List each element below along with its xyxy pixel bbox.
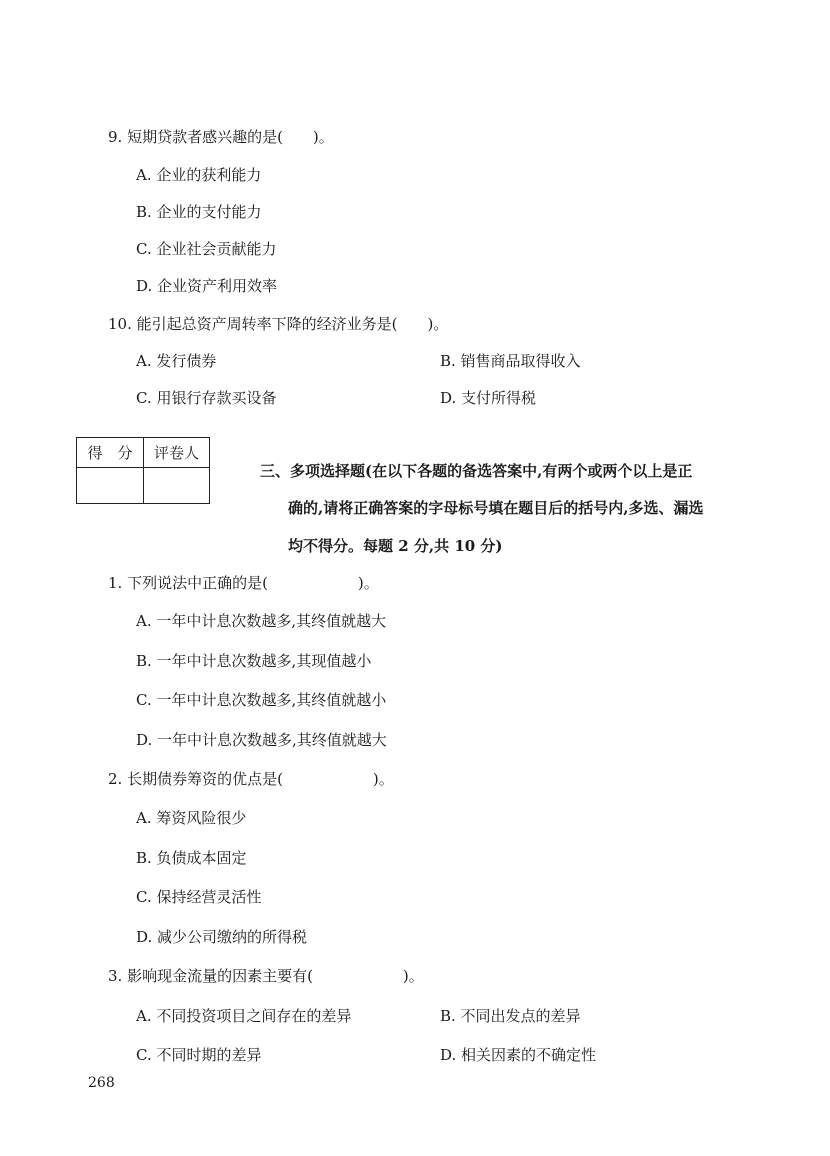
score-header: 得 分 — [77, 438, 144, 468]
mc-question-3-stem: 3. 影响现金流量的因素主要有( )。 — [108, 967, 424, 985]
mc-question-2-stem: 2. 长期债券筹资的优点是( )。 — [108, 770, 394, 788]
mc-question-1-option-a: A. 一年中计息次数越多,其终值就越大 — [136, 612, 387, 630]
mc-question-3-option-c: C. 不同时期的差异 — [136, 1046, 262, 1064]
question-9-stem: 9. 短期贷款者感兴趣的是( )。 — [108, 128, 334, 146]
score-table — [76, 437, 210, 504]
section-3-heading-line-3: 均不得分。每题 2 分,共 10 分) — [288, 537, 503, 555]
question-10-option-c: C. 用银行存款买设备 — [136, 389, 277, 407]
question-9-option-d: D. 企业资产利用效率 — [136, 277, 278, 295]
mc-question-1-option-d: D. 一年中计息次数越多,其终值就越大 — [136, 731, 387, 749]
mc-question-2-option-a: A. 筹资风险很少 — [136, 809, 247, 827]
mc-question-3-option-b: B. 不同出发点的差异 — [440, 1007, 581, 1025]
question-10-option-a: A. 发行债券 — [136, 352, 217, 370]
question-9-option-c: C. 企业社会贡献能力 — [136, 240, 277, 258]
page-number: 268 — [88, 1075, 115, 1091]
mc-question-1-stem: 1. 下列说法中正确的是( )。 — [108, 574, 379, 592]
question-9-option-b: B. 企业的支付能力 — [136, 203, 262, 221]
mc-question-3-option-a: A. 不同投资项目之间存在的差异 — [136, 1007, 352, 1025]
grader-header: 评卷人 — [144, 438, 209, 468]
section-3-heading-line-1: 三、多项选择题(在以下各题的备选答案中,有两个或两个以上是正 — [260, 462, 693, 480]
mc-question-3-option-d: D. 相关因素的不确定性 — [440, 1046, 597, 1064]
section-3-heading-line-2: 确的,请将正确答案的字母标号填在题目后的括号内,多选、漏选 — [288, 499, 704, 517]
mc-question-2-option-d: D. 减少公司缴纳的所得税 — [136, 928, 308, 946]
question-10-option-d: D. 支付所得税 — [440, 389, 537, 407]
question-10-stem: 10. 能引起总资产周转率下降的经济业务是( )。 — [108, 315, 449, 333]
mc-question-2-option-b: B. 负债成本固定 — [136, 849, 247, 867]
question-9-option-a: A. 企业的获利能力 — [136, 166, 262, 184]
question-10-option-b: B. 销售商品取得收入 — [440, 352, 581, 370]
grader-cell — [144, 468, 209, 503]
mc-question-2-option-c: C. 保持经营灵活性 — [136, 888, 262, 906]
mc-question-1-option-b: B. 一年中计息次数越多,其现值越小 — [136, 652, 372, 670]
score-cell — [77, 468, 144, 503]
mc-question-1-option-c: C. 一年中计息次数越多,其终值就越小 — [136, 691, 387, 709]
